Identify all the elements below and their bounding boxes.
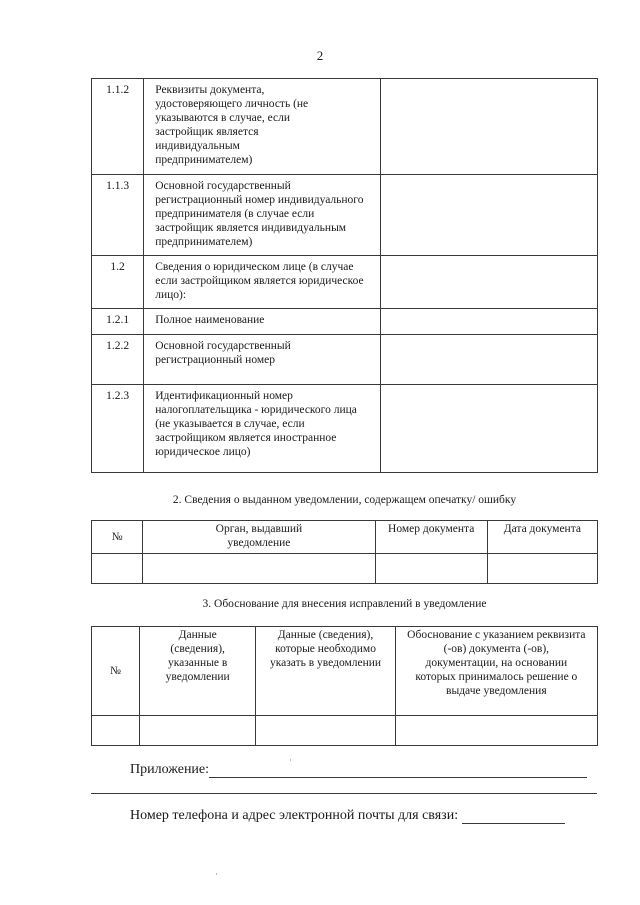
page-number: 2 xyxy=(316,48,324,63)
row-value-field[interactable] xyxy=(381,79,598,175)
row-label: Реквизиты документа, удостоверяющего личность (не указываются в случае, если застройщик является индивидуальным предпринимателем) xyxy=(144,79,381,175)
scan-speck xyxy=(216,873,217,875)
cell-specified-data-field[interactable] xyxy=(139,716,255,746)
attachment-label: Приложение: xyxy=(130,762,210,777)
row-value-field[interactable] xyxy=(381,175,598,256)
col-header-number: № xyxy=(92,627,140,716)
table-row xyxy=(92,79,598,175)
row-label: Основной государственный регистрационный номер индивидуального предпринимателя (в случае если застройщик является индивидуальным предпринимателем) xyxy=(144,175,381,256)
row-value-field[interactable] xyxy=(381,335,598,385)
cell-document-date-field[interactable] xyxy=(487,554,597,584)
cell-number-field[interactable] xyxy=(92,716,140,746)
row-number: 1.2.1 xyxy=(92,309,144,335)
cell-required-data-field[interactable] xyxy=(256,716,395,746)
row-value-field[interactable] xyxy=(381,309,598,335)
applicant-details-table xyxy=(91,78,598,473)
row-label: Основной государственный регистрационный номер xyxy=(144,335,381,385)
table-row xyxy=(92,175,598,256)
attachment-line xyxy=(130,762,587,778)
scan-speck xyxy=(290,759,291,761)
row-value-field[interactable] xyxy=(381,256,598,309)
col-header-required-data: Данные (сведения), которые необходимо указать в уведомлении xyxy=(256,627,395,716)
cell-issuing-authority-field[interactable] xyxy=(143,554,375,584)
attachment-input[interactable] xyxy=(209,777,587,778)
col-header-document-date: Дата документа xyxy=(487,521,597,554)
cell-number-field[interactable] xyxy=(92,554,143,584)
cell-justification-field[interactable] xyxy=(395,716,597,746)
row-number: 1.2.3 xyxy=(92,385,144,473)
row-number: 1.2 xyxy=(92,256,144,309)
col-header-number: № xyxy=(92,521,143,554)
section-2-title: 2. Сведения о выданном уведомлении, содержащем опечатку/ ошибку xyxy=(172,494,517,506)
table-row xyxy=(92,335,598,385)
table-row xyxy=(92,309,598,335)
contact-line xyxy=(130,808,565,824)
table-row xyxy=(92,554,598,584)
table-header-row xyxy=(92,627,598,716)
table-row xyxy=(92,256,598,309)
row-value-field[interactable] xyxy=(381,385,598,473)
row-number: 1.2.2 xyxy=(92,335,144,385)
col-header-document-number: Номер документа xyxy=(375,521,487,554)
cell-document-number-field[interactable] xyxy=(375,554,487,584)
row-number: 1.1.2 xyxy=(92,79,144,175)
table-row xyxy=(92,716,598,746)
row-label: Идентификационный номер налогоплательщика - юридического лица (не указывается в случае, если застройщиком является иностранное юридическое лицо) xyxy=(144,385,381,473)
section-3-title: 3. Обоснование для внесения исправлений в уведомление xyxy=(202,598,487,610)
col-header-issuing-authority: Орган, выдавший уведомление xyxy=(143,521,375,554)
correction-justification-table xyxy=(91,626,598,746)
row-label: Полное наименование xyxy=(144,309,381,335)
table-row xyxy=(92,385,598,473)
table-header-row xyxy=(92,521,598,554)
notification-info-table xyxy=(91,520,598,584)
attachment-continuation-line[interactable] xyxy=(91,793,597,794)
contact-label: Номер телефона и адрес электронной почты для связи: xyxy=(130,808,459,823)
col-header-justification: Обоснование с указанием реквизита (-ов) документа (-ов), документации, на основании которых принималось решение о выдаче уведомления xyxy=(395,627,597,716)
row-label: Сведения о юридическом лице (в случае если застройщиком является юридическое лицо): xyxy=(144,256,381,309)
row-number: 1.1.3 xyxy=(92,175,144,256)
contact-input[interactable] xyxy=(462,823,565,824)
col-header-specified-data: Данные (сведения), указанные в уведомлении xyxy=(139,627,255,716)
